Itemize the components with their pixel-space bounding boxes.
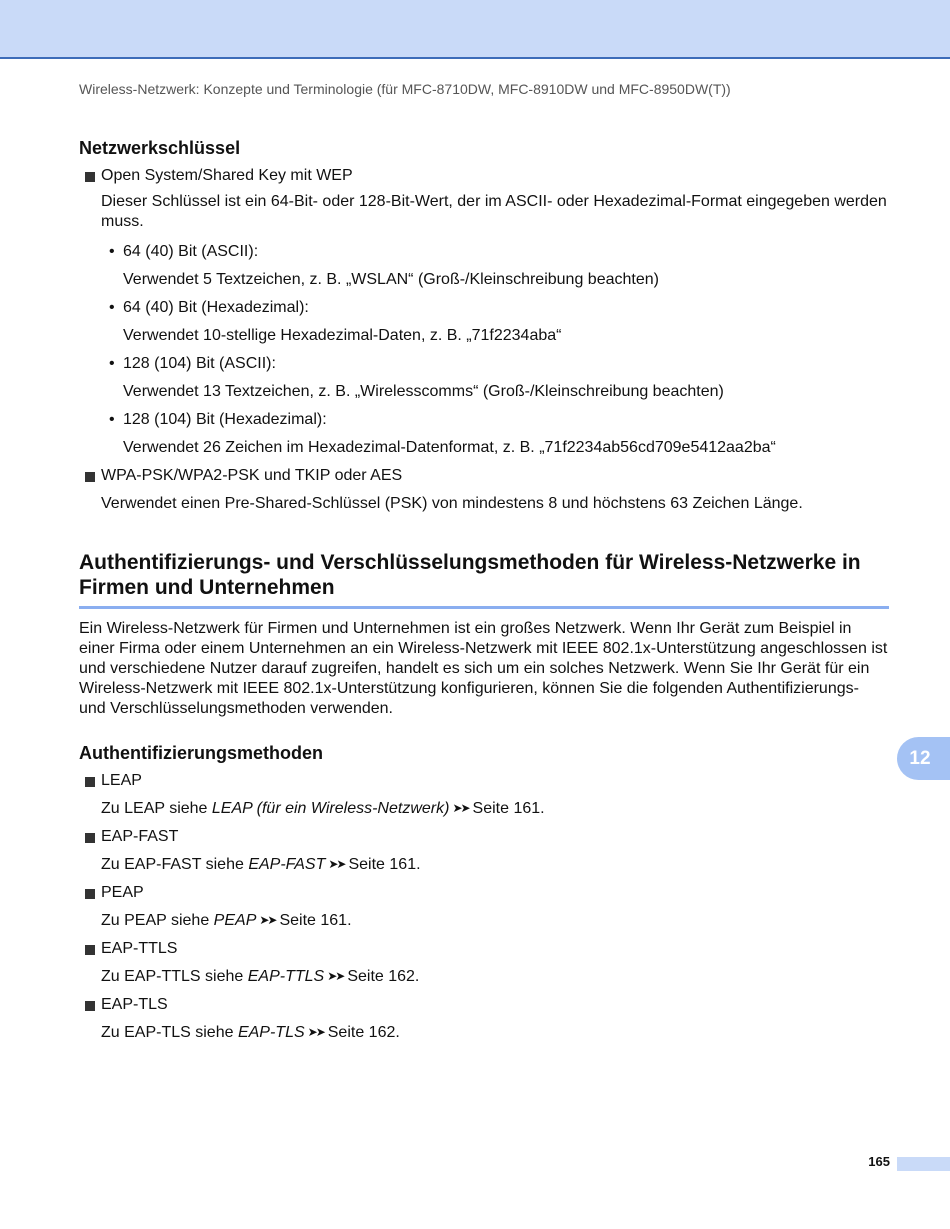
bullet-dot-icon: • [109,299,115,316]
wep-option-title: 128 (104) Bit (Hexadezimal): [123,411,327,428]
reference-link[interactable]: PEAP [213,912,257,929]
reference-link[interactable]: EAP-TLS [237,1024,305,1041]
reference-prefix: Zu PEAP siehe [101,912,210,929]
double-arrow-icon: ➤➤ [259,913,276,927]
wep-option-item [79,240,889,268]
wep-option-detail: Verwendet 13 Textzeichen, z. B. „Wirelesscomms“ (Groß-/Kleinschreibung beachten) [123,383,724,400]
bullet-dot-icon: • [109,243,115,260]
running-header: Wireless-Netzwerk: Konzepte und Terminologie (für MFC-8710DW, MFC-8910DW und MFC-8950DW(T)) [79,81,731,97]
auth-method-reference [79,797,889,825]
wep-option-item [79,296,889,324]
auth-methods-heading: Authentifizierungsmethoden [79,743,323,763]
auth-method-name: EAP-TLS [101,996,168,1013]
wep-description: Dieser Schlüssel ist ein 64-Bit- oder 128-Bit-Wert, der im ASCII- oder Hexadezimal-Format eingegeben werden muss. [101,193,887,230]
chapter-tab [897,737,950,780]
section-heading-rule [79,606,889,609]
reference-page: Seite 162. [327,1024,400,1041]
bullet-dot-icon: • [109,355,115,372]
wep-option-detail: Verwendet 10-stellige Hexadezimal-Daten, z. B. „71f2234aba“ [123,327,562,344]
auth-method-name: LEAP [101,772,142,789]
square-bullet-icon [85,945,95,955]
auth-method-item [79,881,889,909]
square-bullet-icon [85,777,95,787]
auth-method-reference [79,853,889,881]
page-number-bar [897,1157,950,1171]
square-bullet-icon [85,172,95,182]
page-header-rule [0,57,950,59]
wep-option-title: 128 (104) Bit (ASCII): [123,355,276,372]
auth-method-reference [79,909,889,937]
reference-page: Seite 161. [472,800,545,817]
auth-method-reference [79,965,889,993]
reference-page: Seite 161. [279,912,352,929]
reference-page: Seite 162. [347,968,420,985]
auth-method-item [79,993,889,1021]
wep-option-item [79,352,889,380]
chapter-number: 12 [909,748,931,769]
double-arrow-icon: ➤➤ [452,801,469,815]
page-header-band [0,0,950,57]
reference-prefix: Zu EAP-FAST siehe [101,856,244,873]
wep-option-detail: Verwendet 5 Textzeichen, z. B. „WSLAN“ (Groß-/Kleinschreibung beachten) [123,271,659,288]
wep-option-title: 64 (40) Bit (Hexadezimal): [123,299,309,316]
auth-method-name: EAP-TTLS [101,940,178,957]
reference-link[interactable]: LEAP (für ein Wireless-Netzwerk) [211,800,450,817]
wep-option-detail: Verwendet 26 Zeichen im Hexadezimal-Datenformat, z. B. „71f2234ab56cd709e5412aa2ba“ [123,439,776,456]
auth-method-reference [79,1021,889,1049]
reference-prefix: Zu EAP-TTLS siehe [101,968,244,985]
square-bullet-icon [85,833,95,843]
auth-method-name: EAP-FAST [101,828,179,845]
double-arrow-icon: ➤➤ [327,969,344,983]
page-number: 165 [868,1154,890,1169]
wep-label: Open System/Shared Key mit WEP [101,167,353,184]
square-bullet-icon [85,472,95,482]
reference-prefix: Zu EAP-TLS siehe [101,1024,234,1041]
square-bullet-icon [85,1001,95,1011]
reference-link[interactable]: EAP-FAST [248,856,326,873]
wpa-description: Verwendet einen Pre-Shared-Schlüssel (PSK) von mindestens 8 und höchstens 63 Zeichen Länge. [101,495,803,512]
page-content [79,136,889,1049]
wep-list-item [79,164,889,192]
wpa-list-item [79,464,889,492]
wpa-label: WPA-PSK/WPA2-PSK und TKIP oder AES [101,467,403,484]
auth-method-item [79,825,889,853]
reference-page: Seite 161. [348,856,421,873]
wep-option-title: 64 (40) Bit (ASCII): [123,243,259,260]
double-arrow-icon: ➤➤ [328,857,345,871]
reference-link[interactable]: EAP-TTLS [247,968,325,985]
reference-prefix: Zu LEAP siehe [101,800,208,817]
double-arrow-icon: ➤➤ [307,1025,324,1039]
enterprise-section-heading: Authentifizierungs- und Verschlüsselungsmethoden für Wireless-Netzwerke in Firmen und Unternehmen [79,551,861,599]
square-bullet-icon [85,889,95,899]
auth-method-name: PEAP [101,884,144,901]
enterprise-intro-paragraph: Ein Wireless-Netzwerk für Firmen und Unternehmen ist ein großes Netzwerk. Wenn Ihr Gerät zum Beispiel in einer Firma oder einem Unternehmen an ein Wireless-Netzwerk mit IEEE 802.1x-Unterstützung angeschlossen ist und verschiedene Nutzer darauf zugreifen, handelt es sich um ein solches Netzwerk. Wenn Sie Ihr Gerät für ein Wireless-Netzwerk mit IEEE 802.1x-Unterstützung konfigurieren, können Sie die folgenden Authentifizierungs- und Verschlüsselungsmethoden verwenden. [79,620,888,717]
auth-method-item [79,937,889,965]
bullet-dot-icon: • [109,411,115,428]
wep-option-item [79,408,889,436]
netzwerkschluessel-heading: Netzwerkschlüssel [79,138,241,158]
auth-method-item [79,769,889,797]
